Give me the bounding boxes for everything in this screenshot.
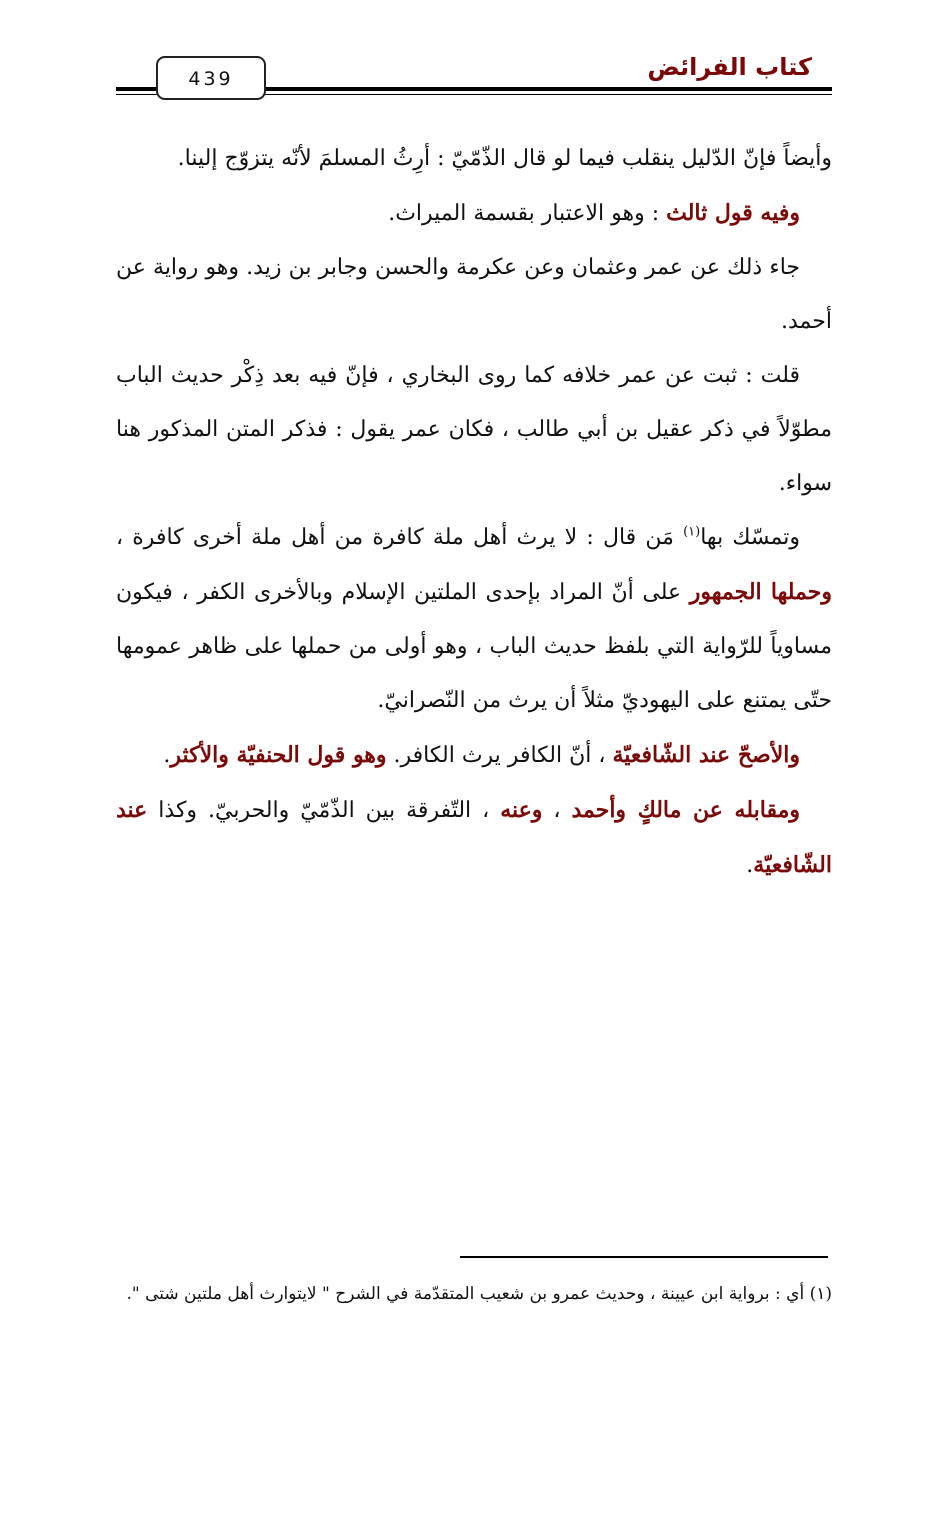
highlighted-phrase: ومقابله عن مالكٍ وأحمد	[571, 797, 800, 823]
text-run: جاء ذلك عن عمر وعثمان وعن عكرمة والحسن وجابر بن زيد. وهو رواية عن أحمد.	[116, 255, 832, 334]
text-run: .	[163, 743, 171, 768]
footnote-divider	[460, 1256, 828, 1258]
text-run: قلت : ثبت عن عمر خلافه كما روى البخاري ، فإنّ فيه بعد ذِكْر حديث الباب مطوّلاً في ذكر عقيل بن أبي طالب ، فكان عمر يقول : فذكر المتن المذكور هنا سواء.	[116, 363, 832, 496]
page-number: 439	[156, 56, 266, 100]
text-run: مَن قال : لا يرث أهل ملة كافرة من أهل ملة أخرى كافرة ،	[116, 525, 684, 550]
text-run: ، التّفرقة بين الذّمّيّ والحربيّ. وكذا	[147, 798, 501, 823]
paragraph	[116, 132, 832, 186]
text-run: ، أنّ الكافر يرث الكافر.	[386, 743, 613, 768]
page-header	[116, 50, 832, 106]
paragraph	[116, 241, 832, 349]
text-run: .	[746, 853, 754, 878]
paragraph	[116, 783, 832, 893]
highlighted-phrase: وفيه قول ثالث	[666, 200, 800, 226]
highlighted-phrase: وعنه	[500, 797, 543, 823]
footnote-text: أي : برواية ابن عيينة ، وحديث عمرو بن شعيب المتقدّمة في الشرح " لايتوارث أهل ملتين شتى ".	[126, 1284, 810, 1304]
text-run: ،	[542, 798, 572, 823]
paragraph	[116, 728, 832, 783]
highlighted-phrase: وهو قول الحنفيّة والأكثر	[170, 742, 387, 768]
paragraph	[116, 186, 832, 241]
main-text	[116, 132, 832, 893]
footnote	[116, 1278, 832, 1310]
paragraph	[116, 349, 832, 511]
paragraph	[116, 511, 832, 728]
book-title: كتاب الفرائض	[647, 53, 812, 81]
text-run: وتمسّك بها	[700, 525, 800, 550]
highlighted-phrase: وحملها الجمهور	[689, 579, 832, 605]
text-run: على أنّ المراد بإحدى الملتين الإسلام وبالأخرى الكفر ، فيكون مساوياً للرّواية التي بلفظ حديث الباب ، وهو أولى من حملها على ظاهر عمومها حتّى يمتنع على اليهوديّ مثلاً أن يرث من النّصرانيّ.	[116, 580, 832, 713]
footnote-marker: (١)	[809, 1284, 832, 1304]
text-run: وأيضاً فإنّ الدّليل ينقلب فيما لو قال الذّمّيّ : أرِثُ المسلمَ لأنّه يتزوّج إلينا.	[177, 146, 832, 171]
highlighted-phrase: عند الشّافعيّة	[116, 797, 832, 878]
highlighted-phrase: والأصحّ عند الشّافعيّة	[612, 742, 800, 768]
text-run: : وهو الاعتبار بقسمة الميراث.	[388, 201, 667, 226]
footnotes	[116, 1278, 832, 1310]
footnote-reference: (١)	[683, 524, 701, 540]
